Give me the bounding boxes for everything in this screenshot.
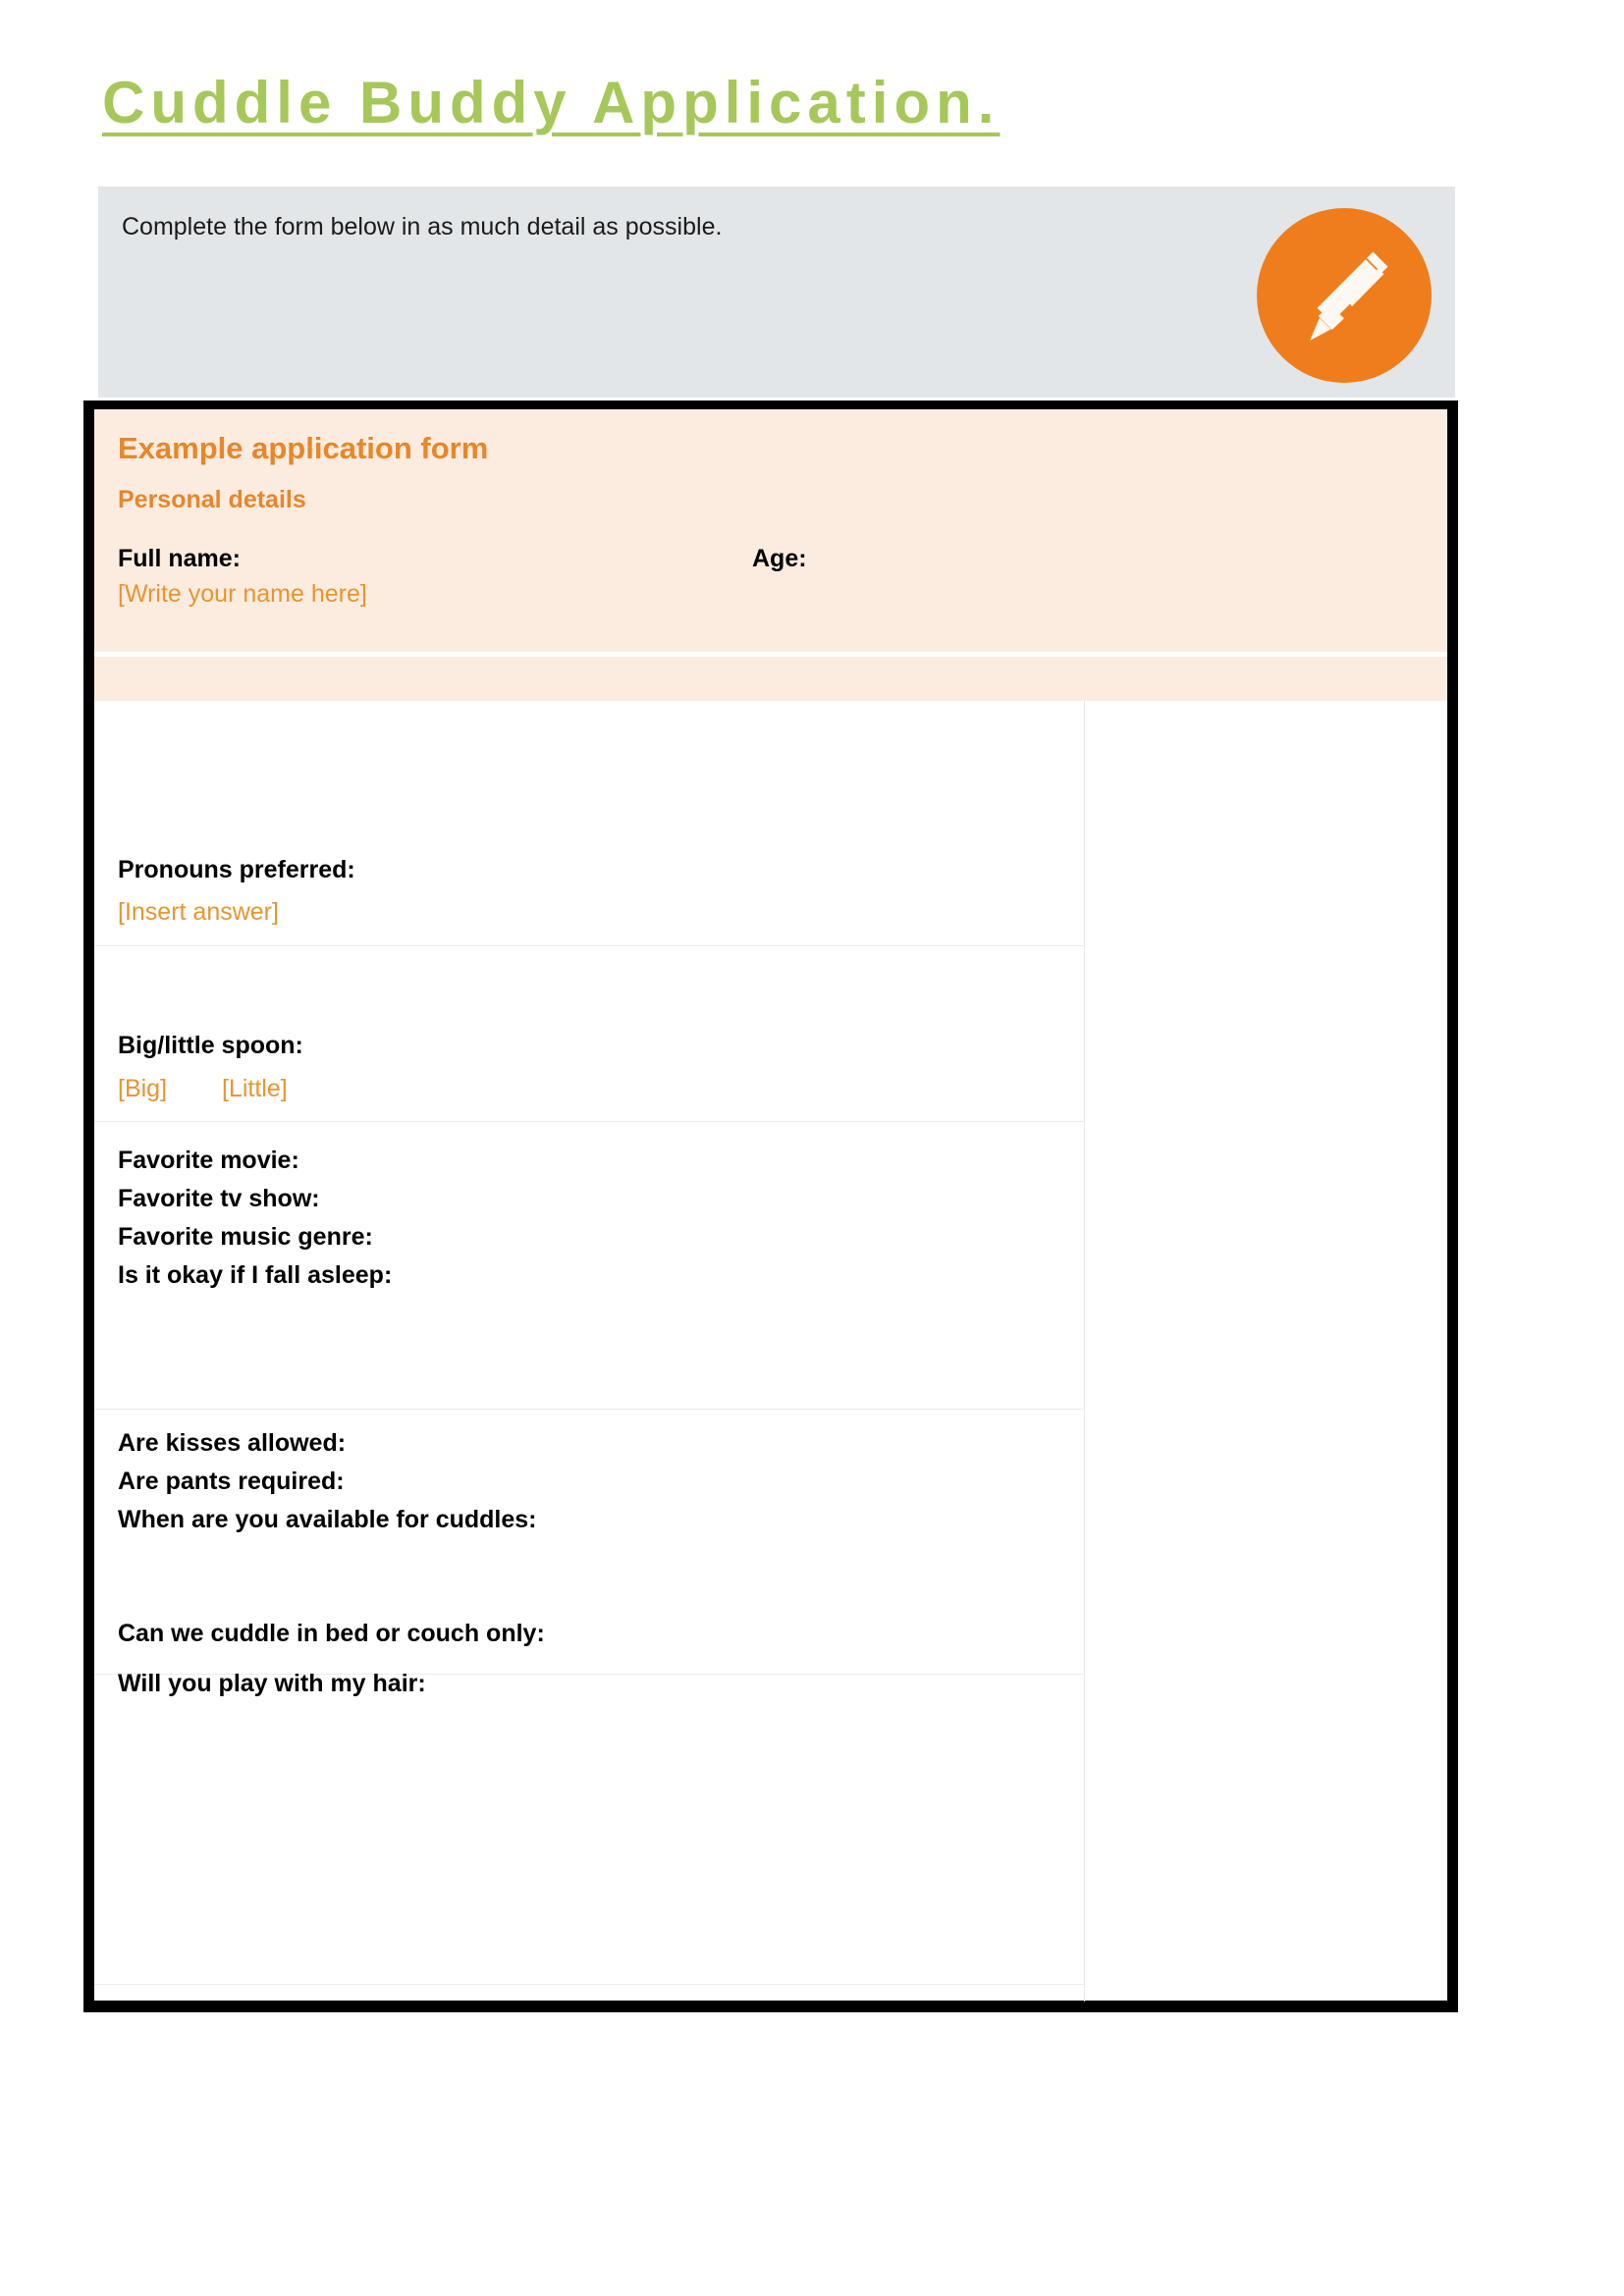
personal-details-heading: Personal details bbox=[118, 486, 306, 513]
age-label: Age: bbox=[752, 545, 807, 572]
bed-or-couch-label: Can we cuddle in bed or couch only: bbox=[118, 1620, 545, 1647]
pants-required-label: Are pants required: bbox=[118, 1468, 345, 1495]
pronouns-input[interactable]: [Insert answer] bbox=[118, 898, 279, 926]
availability-label: When are you available for cuddles: bbox=[118, 1506, 537, 1533]
row-divider bbox=[94, 1121, 1085, 1122]
row-divider bbox=[94, 1984, 1085, 1985]
favorite-music-label: Favorite music genre: bbox=[118, 1223, 373, 1251]
full-name-underline bbox=[94, 652, 1447, 657]
favorite-movie-label: Favorite movie: bbox=[118, 1147, 299, 1174]
intro-banner bbox=[98, 187, 1455, 398]
intro-instruction-text: Complete the form below in as much detail as possible. bbox=[122, 213, 723, 240]
spoon-option-little[interactable]: [Little] bbox=[222, 1075, 288, 1102]
pen-icon bbox=[1257, 208, 1432, 383]
pronouns-label: Pronouns preferred: bbox=[118, 856, 355, 883]
column-divider bbox=[1084, 701, 1085, 2002]
row-divider bbox=[94, 1409, 1085, 1410]
full-name-label: Full name: bbox=[118, 545, 242, 572]
play-with-hair-label: Will you play with my hair: bbox=[118, 1670, 426, 1697]
fall-asleep-label: Is it okay if I fall asleep: bbox=[118, 1261, 393, 1289]
kisses-allowed-label: Are kisses allowed: bbox=[118, 1429, 347, 1457]
spoon-option-big[interactable]: [Big] bbox=[118, 1075, 168, 1102]
full-name-input[interactable]: [Write your name here] bbox=[118, 580, 367, 608]
application-form-table bbox=[83, 400, 1458, 2012]
form-heading: Example application form bbox=[118, 431, 489, 465]
page-title: Cuddle Buddy Application. bbox=[102, 70, 1001, 135]
favorite-tv-label: Favorite tv show: bbox=[118, 1185, 320, 1212]
row-divider bbox=[94, 945, 1085, 946]
spoon-label: Big/little spoon: bbox=[118, 1032, 303, 1059]
